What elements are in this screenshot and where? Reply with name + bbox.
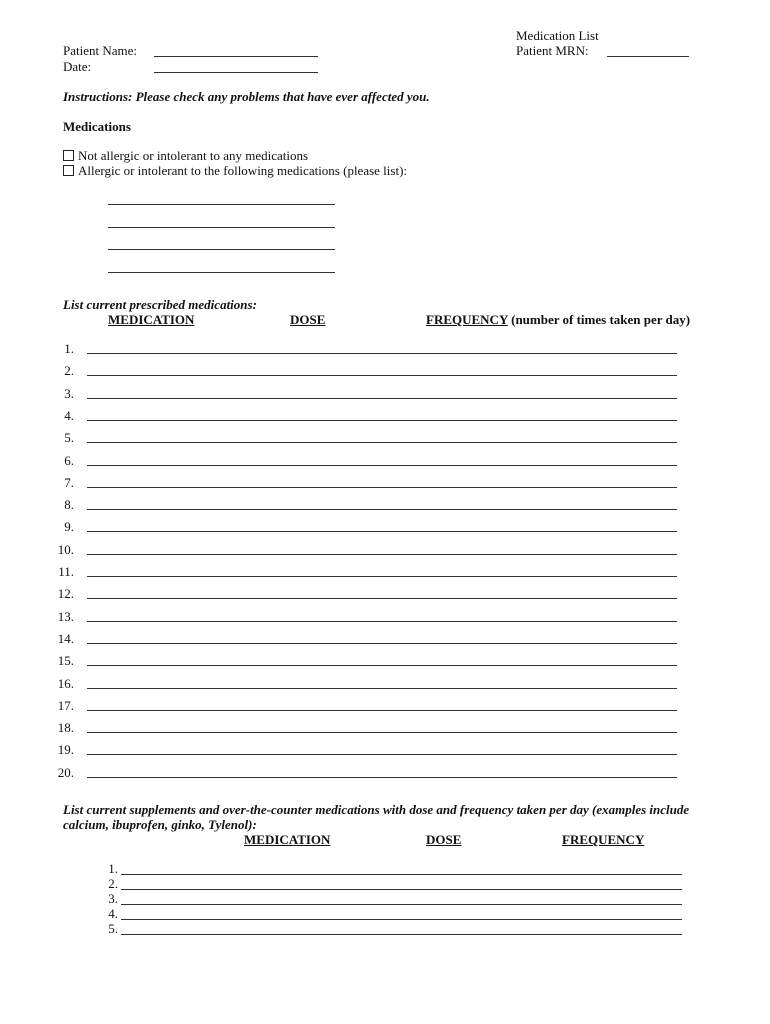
supplement-row-number: 2. xyxy=(108,876,118,891)
prescribed-row-line[interactable] xyxy=(87,732,677,733)
prescribed-row-line[interactable] xyxy=(87,375,677,376)
allergy-line-2[interactable] xyxy=(108,227,335,228)
patient-mrn-field[interactable] xyxy=(607,56,689,57)
not-allergic-option[interactable] xyxy=(63,148,308,163)
prescribed-row-number: 20. xyxy=(57,764,74,780)
allergy-line-1[interactable] xyxy=(108,204,335,205)
patient-mrn-label: Patient MRN: xyxy=(516,43,589,58)
prescribed-row-number: 1. xyxy=(64,341,74,356)
supplements-heading-line2: calcium, ibuprofen, ginko, Tylenol): xyxy=(63,817,257,832)
supplement-row-number: 3. xyxy=(108,891,118,906)
allergic-option[interactable] xyxy=(63,163,407,178)
form-title: Medication List xyxy=(516,28,599,43)
supplement-row-line[interactable] xyxy=(121,874,682,875)
prescribed-heading: List current prescribed medications: xyxy=(63,297,257,312)
prescribed-row-line[interactable] xyxy=(87,621,677,622)
prescribed-row-number: 14. xyxy=(57,630,74,646)
not-allergic-label: Not allergic or intolerant to any medications xyxy=(78,148,309,163)
supplement-row-line[interactable] xyxy=(121,919,682,920)
prescribed-row-line[interactable] xyxy=(87,509,677,510)
date-field[interactable] xyxy=(154,72,318,73)
date-label: Date: xyxy=(63,59,92,74)
prescribed-col-dose: DOSE xyxy=(290,312,326,327)
prescribed-col-frequency-note: (number of times taken per day) xyxy=(507,312,691,327)
prescribed-row-number: 13. xyxy=(57,608,74,624)
supplement-row-line[interactable] xyxy=(121,934,682,935)
allergy-line-3[interactable] xyxy=(108,249,335,250)
allergic-checkbox[interactable] xyxy=(63,165,74,176)
supplement-row-number: 5. xyxy=(108,921,118,936)
prescribed-row-number: 15. xyxy=(57,653,74,669)
prescribed-row-number: 18. xyxy=(57,720,74,736)
instructions-text: Instructions: Please check any problems that have ever affected you. xyxy=(63,89,430,104)
prescribed-row-number: 16. xyxy=(57,675,74,691)
prescribed-row-number: 2. xyxy=(64,363,74,379)
medications-heading: Medications xyxy=(63,119,131,134)
prescribed-col-frequency-label: FREQUENCY xyxy=(426,312,508,327)
prescribed-row-line[interactable] xyxy=(87,465,677,466)
prescribed-row-line[interactable] xyxy=(87,777,677,778)
prescribed-row-line[interactable] xyxy=(87,576,677,577)
supplement-row-number: 4. xyxy=(108,906,118,921)
allergy-line-4[interactable] xyxy=(108,272,335,273)
prescribed-row-line[interactable] xyxy=(87,398,677,399)
prescribed-row-number: 12. xyxy=(57,586,74,602)
supplement-row-line[interactable] xyxy=(121,904,682,905)
patient-name-field[interactable] xyxy=(154,56,318,57)
supplements-heading-line1: List current supplements and over-the-counter medications with dose and frequency taken per day (examples include xyxy=(63,802,690,817)
prescribed-row-number: 7. xyxy=(64,474,74,490)
prescribed-row-number: 19. xyxy=(57,742,74,758)
prescribed-row-number: 3. xyxy=(64,385,74,401)
supplements-col-dose: DOSE xyxy=(426,832,462,847)
prescribed-row-line[interactable] xyxy=(87,665,677,666)
not-allergic-checkbox[interactable] xyxy=(63,150,74,161)
prescribed-row-number: 5. xyxy=(64,430,74,446)
prescribed-row-number: 6. xyxy=(64,452,74,468)
patient-name-label: Patient Name: xyxy=(63,43,138,58)
prescribed-row-line[interactable] xyxy=(87,487,677,488)
allergic-label: Allergic or intolerant to the following medications (please list): xyxy=(78,163,408,178)
prescribed-row-line[interactable] xyxy=(87,598,677,599)
prescribed-row-line[interactable] xyxy=(87,754,677,755)
prescribed-row-number: 10. xyxy=(57,541,74,557)
prescribed-row-line[interactable] xyxy=(87,353,677,354)
prescribed-row-line[interactable] xyxy=(87,531,677,532)
prescribed-row-line[interactable] xyxy=(87,554,677,555)
prescribed-row-number: 11. xyxy=(58,564,74,579)
supplement-row-line[interactable] xyxy=(121,889,682,890)
supplement-row-number: 1. xyxy=(108,861,118,876)
prescribed-row-line[interactable] xyxy=(87,420,677,421)
supplements-col-frequency: FREQUENCY xyxy=(562,832,645,847)
prescribed-row-line[interactable] xyxy=(87,442,677,443)
supplements-col-medication: MEDICATION xyxy=(244,832,331,847)
prescribed-col-medication: MEDICATION xyxy=(108,312,195,327)
prescribed-row-line[interactable] xyxy=(87,710,677,711)
prescribed-col-frequency xyxy=(426,312,690,327)
prescribed-row-line[interactable] xyxy=(87,688,677,689)
prescribed-row-number: 9. xyxy=(64,519,74,535)
prescribed-row-number: 4. xyxy=(64,407,74,423)
prescribed-row-line[interactable] xyxy=(87,643,677,644)
prescribed-row-number: 17. xyxy=(57,697,74,713)
prescribed-row-number: 8. xyxy=(64,497,74,513)
